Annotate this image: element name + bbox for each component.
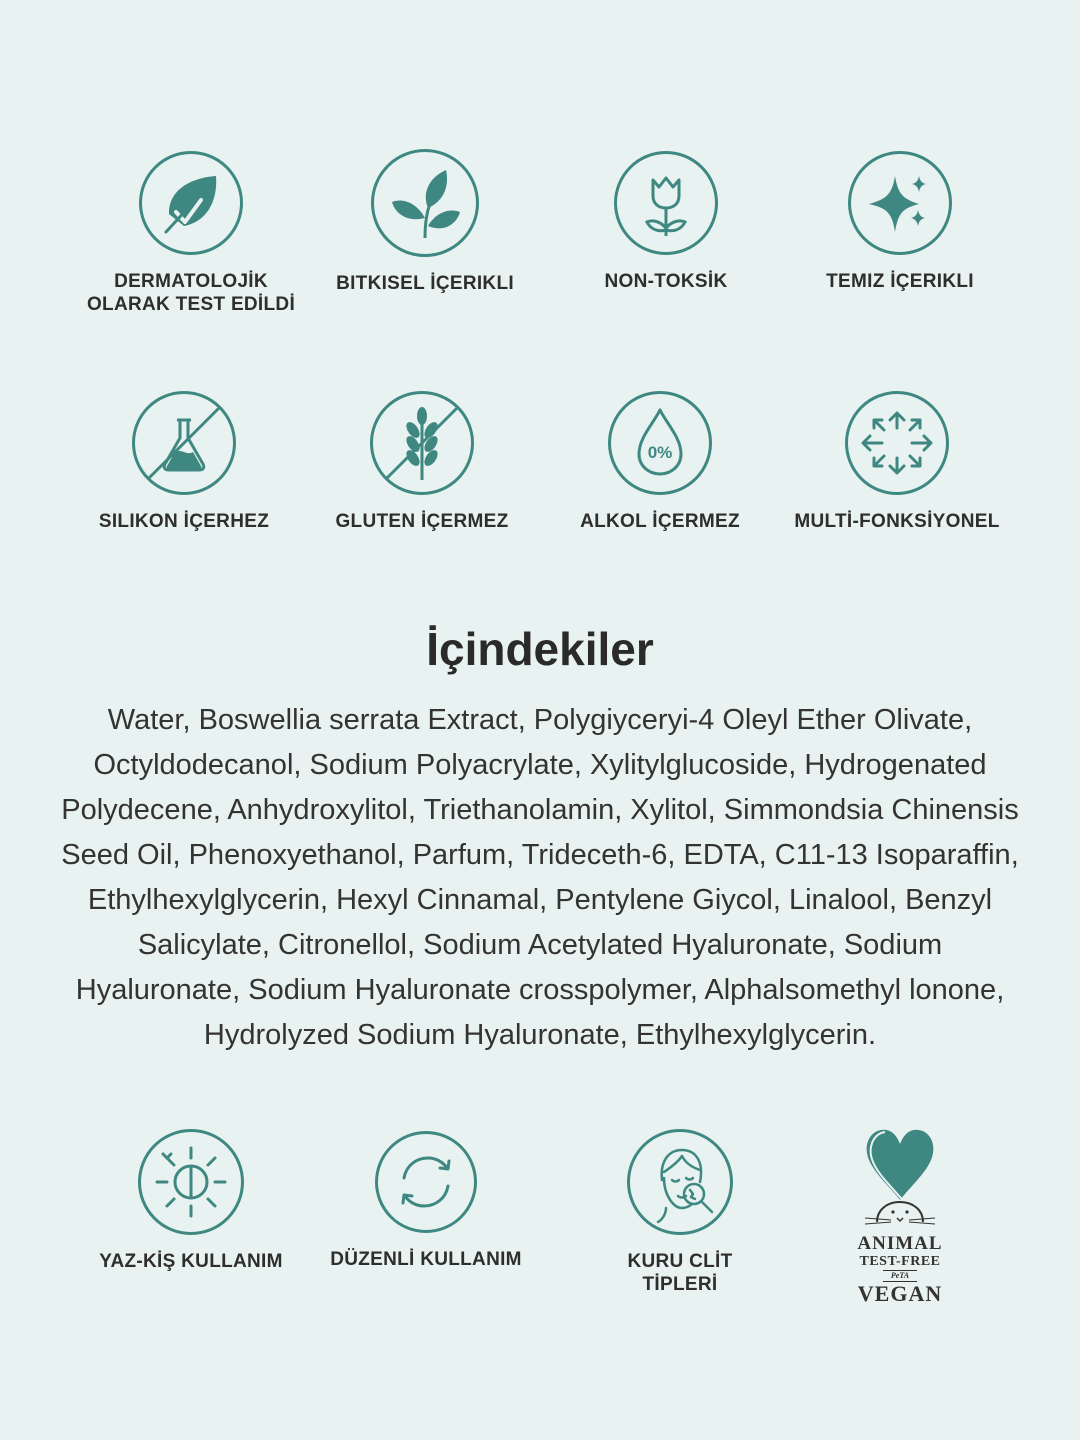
face-magnifier-icon bbox=[626, 1128, 734, 1236]
vegan-badge bbox=[840, 1126, 960, 1305]
herbal-leaves-icon bbox=[370, 148, 480, 258]
tulip-icon bbox=[613, 150, 719, 256]
feature-alcohol-free bbox=[550, 390, 770, 533]
sparkle-icon bbox=[847, 150, 953, 256]
feature-summer-winter bbox=[81, 1128, 301, 1273]
feature-gluten-free bbox=[312, 390, 532, 533]
feature-label: MULTİ-FONKSİYONEL bbox=[794, 511, 1000, 532]
no-silicone-flask-icon bbox=[131, 390, 237, 496]
vegan-line-animal: ANIMAL bbox=[857, 1233, 943, 1254]
feature-label: ALKOL İÇERMEZ bbox=[580, 511, 740, 532]
zero-percent-drop-icon bbox=[607, 390, 713, 496]
cycle-arrows-icon bbox=[374, 1130, 478, 1234]
sun-snow-icon bbox=[137, 1128, 245, 1236]
leaf-check-icon bbox=[138, 150, 244, 256]
feature-label: KURU CLİT TİPLERİ bbox=[627, 1251, 733, 1295]
feature-multifunctional bbox=[787, 390, 1007, 533]
feature-label: NON-TOKSİK bbox=[604, 271, 728, 292]
feature-label: TEMIZ İÇERIKLI bbox=[826, 271, 974, 292]
multi-arrows-icon bbox=[844, 390, 950, 496]
feature-clean-ingredients bbox=[790, 150, 1010, 293]
feature-dry-skin bbox=[570, 1128, 790, 1296]
zero-percent-text: 0% bbox=[647, 443, 673, 462]
feature-label: DÜZENLİ KULLANIM bbox=[330, 1249, 522, 1270]
feature-label: GLUTEN İÇERMEZ bbox=[335, 511, 509, 532]
feature-non-toxic bbox=[556, 150, 776, 293]
vegan-line-peta: PeTA bbox=[883, 1270, 917, 1282]
feature-no-silicone bbox=[74, 390, 294, 533]
feature-label: BITKISEL İÇERIKLI bbox=[336, 273, 514, 294]
feature-label: SILIKON İÇERHEZ bbox=[98, 511, 270, 532]
vegan-line-vegan: VEGAN bbox=[857, 1281, 943, 1306]
feature-label: DERMATOLOJİK OLARAK TEST EDİLDİ bbox=[86, 271, 296, 315]
ingredients-title: İçindekiler bbox=[426, 623, 654, 675]
feature-dermatologically-tested bbox=[81, 150, 301, 316]
feature-label: YAZ-KİŞ KULLANIM bbox=[99, 1251, 283, 1272]
no-gluten-wheat-icon bbox=[369, 390, 475, 496]
peta-bunny-heart-icon bbox=[855, 1126, 945, 1232]
ingredients-list: Water, Boswellia serrata Extract, Polygiyceryi-4 Oleyl Ether Olivate, Octyldodecanol, Sodium Polyacrylate, Xylitylglucoside, Hydrogenated Polydecene, Anhydroxylitol, Triethanolamin, Xylitol, Simmondsia Chinensis Seed Oil, Phenoxyethanol, Parfum, Trideceth-6, EDTA, C11-13 Isoparaffin, Ethylhexylglycerin, Hexyl Cinnamal, Pentylene Giycol, Linalool, Benzyl Salicylate, Citronellol, Sodium Acetylated Hyaluronate, Sodium Hyaluronate, Sodium Hyaluronate crosspolymer, Alphalsomethyl lonone, Hydrolyzed Sodium Hyaluronate, Ethylhexylglycerin. bbox=[61, 704, 1019, 1051]
feature-regular-use bbox=[316, 1130, 536, 1271]
vegan-line-test-free: TEST-FREE bbox=[859, 1254, 941, 1269]
feature-herbal bbox=[315, 148, 535, 295]
